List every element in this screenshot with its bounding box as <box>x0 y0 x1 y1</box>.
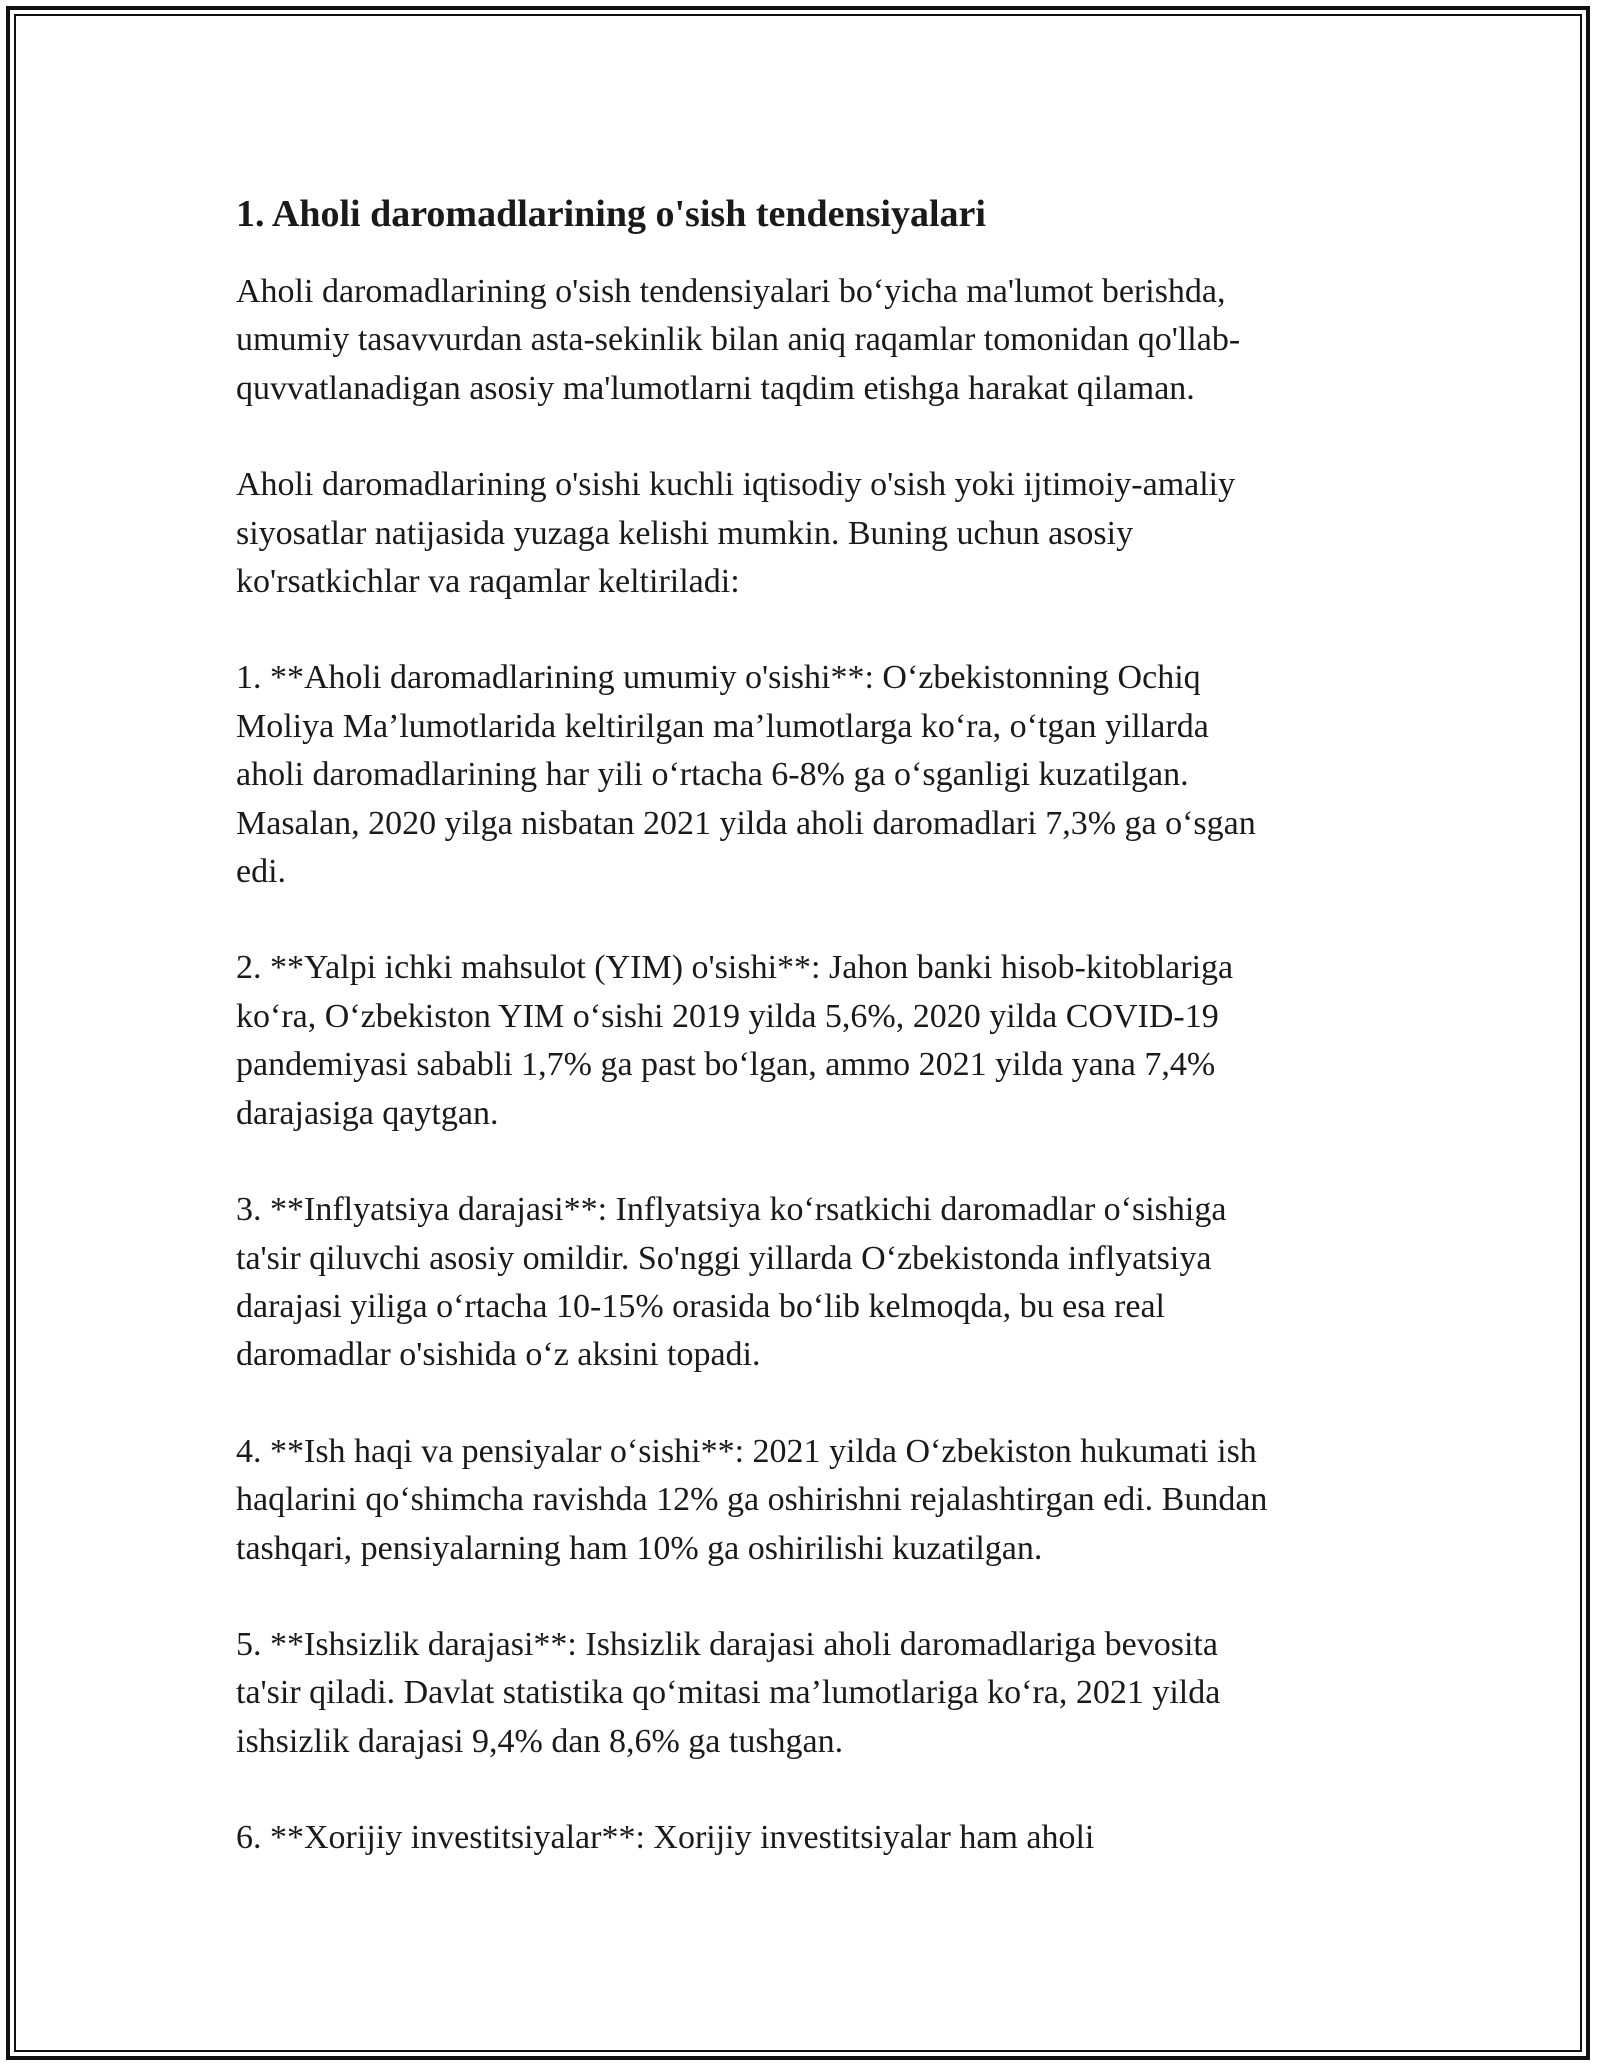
list-item-inflation: 3. **Inflyatsiya darajasi**: Inflyatsiya ko‘rsatkichi daromadlar o‘sishiga ta'sir qiluvchi asosiy omildir. So'nggi yillarda O‘zbekistonda inflyatsiya darajasi yiliga o‘rtacha 10-15% orasida bo‘lib kelmoqda, bu esa real daromadlar o'sishida o‘z aksini topadi. <box>236 1191 1227 1374</box>
list-item-unemployment: 5. **Ishsizlik darajasi**: Ishsizlik darajasi aholi daromadlariga bevosita ta'sir qiladi. Davlat statistika qo‘mitasi ma’lumotlariga ko‘ra, 2021 yilda ishsizlik darajasi 9,4% dan 8,6% ga tushgan. <box>236 1625 1221 1760</box>
document-page <box>236 188 1366 1911</box>
list-item-income-growth: 1. **Aholi daromadlarining umumiy o'sishi**: O‘zbekistonning Ochiq Moliya Ma’lumotlarida keltirilgan ma’lumotlarga ko‘ra, o‘tgan yillarda aholi daromadlarining har yili o‘rtacha 6-8% ga o‘sganligi kuzatilgan. Masalan, 2020 yilga nisbatan 2021 yilda aholi daromadlari 7,3% ga o‘sgan edi. <box>236 659 1256 891</box>
section-heading: 1. Aholi daromadlarining o'sish tendensiyalari <box>236 193 986 235</box>
paragraph-context: Aholi daromadlarining o'sishi kuchli iqtisodiy o'sish yoki ijtimoiy-amaliy siyosatlar natijasida yuzaga kelishi mumkin. Buning uchun asosiy ko'rsatkichlar va raqamlar keltiriladi: <box>236 466 1236 601</box>
list-item-wages-pensions: 4. **Ish haqi va pensiyalar o‘sishi**: 2021 yilda O‘zbekiston hukumati ish haqlarini qo‘shimcha ravishda 12% ga oshirishni rejalashtirgan edi. Bundan tashqari, pensiyalarning ham 10% ga oshirilishi kuzatilgan. <box>236 1432 1268 1567</box>
paragraph-intro: Aholi daromadlarining o'sish tendensiyalari bo‘yicha ma'lumot berishda, umumiy tasavvurdan asta-sekinlik bilan aniq raqamlar tomonidan qo'llab- quvvatlanadigan asosiy ma'lumotlarni taqdim etishga harakat qilaman. <box>236 273 1241 407</box>
list-item-gdp-growth: 2. **Yalpi ichki mahsulot (YIM) o'sishi**: Jahon banki hisob-kitoblariga ko‘ra, O‘zbekiston YIM o‘sishi 2019 yilda 5,6%, 2020 yilda COVID-19 pandemiyasi sababli 1,7% ga past bo‘lgan, ammo 2021 yilda yana 7,4% darajasiga qaytgan. <box>236 949 1234 1132</box>
list-item-foreign-investment: 6. **Xorijiy investitsiyalar**: Xorijiy investitsiyalar ham aholi <box>236 1819 1095 1857</box>
